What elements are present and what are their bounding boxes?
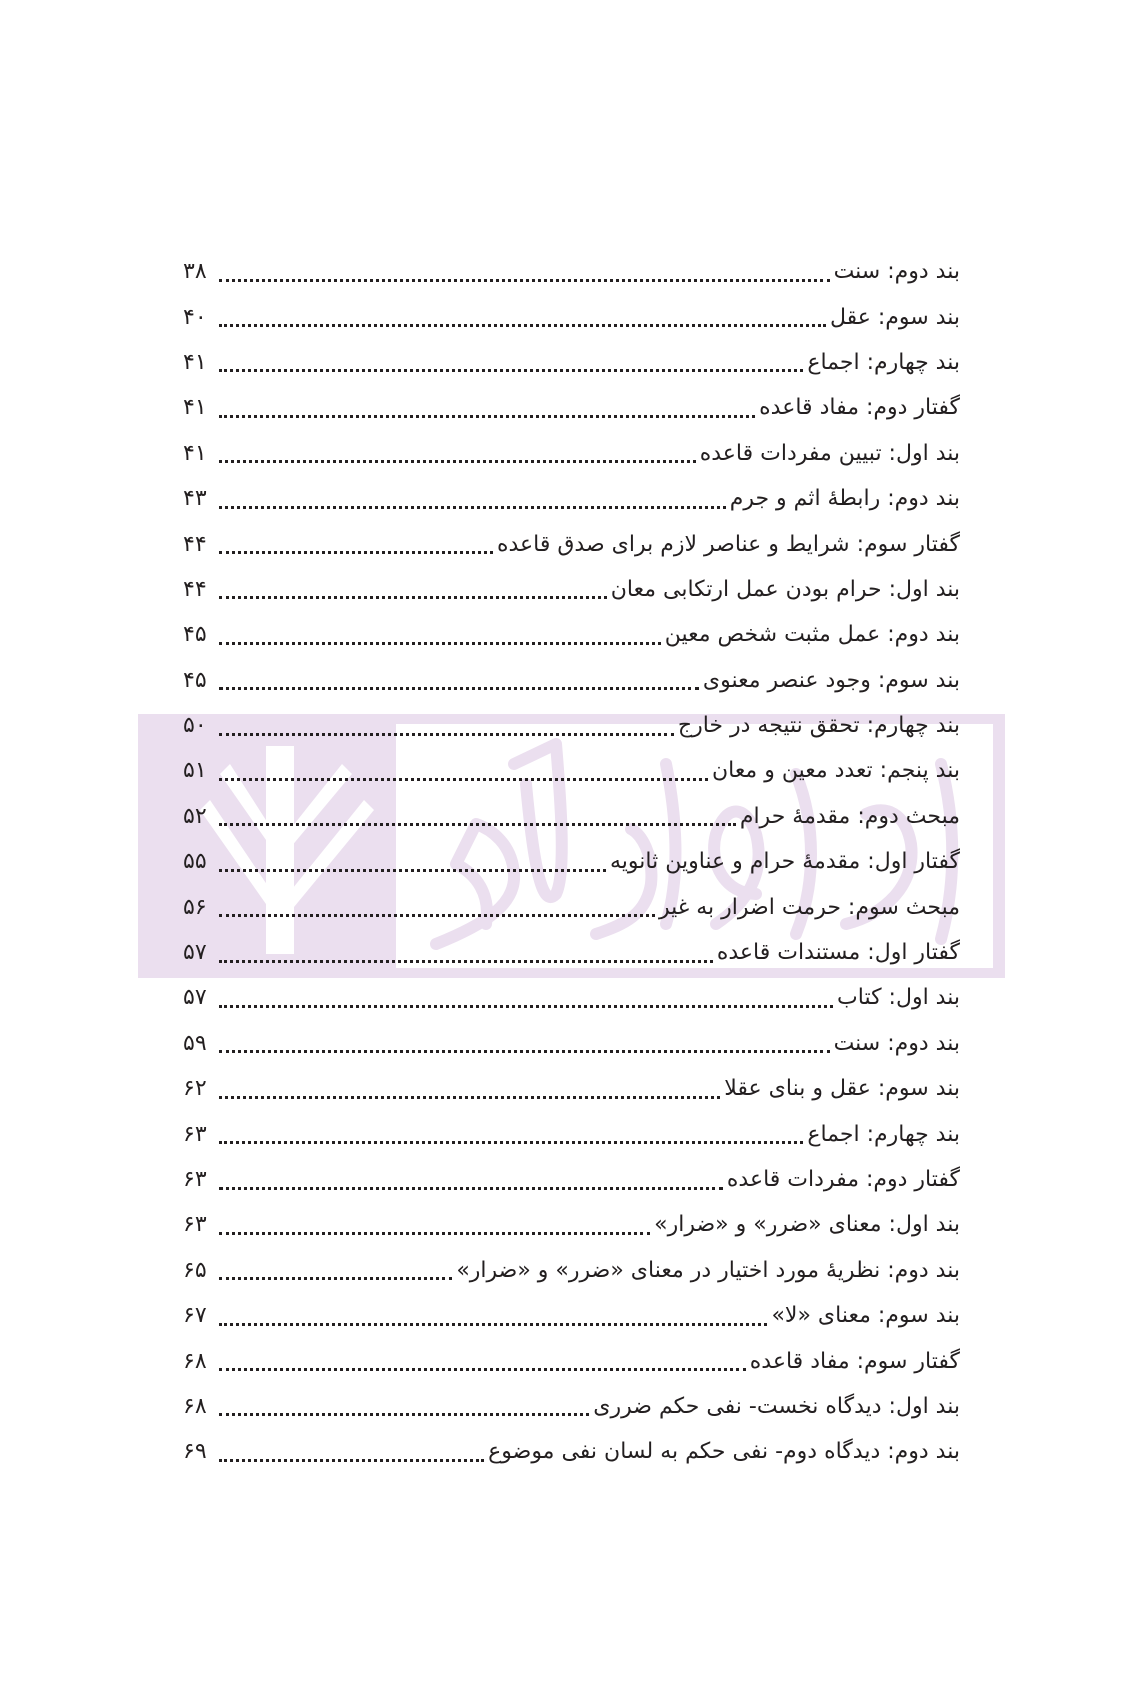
toc-entry-page: ۶۹	[183, 1439, 207, 1465]
toc-entry-page: ۵۵	[183, 849, 207, 875]
toc-entry-page: ۶۸	[183, 1348, 207, 1374]
toc-entry[interactable]	[183, 1293, 960, 1338]
toc-entry-page: ۴۳	[183, 486, 207, 512]
dot-leader	[219, 1004, 833, 1008]
toc-entry-title: گفتار سوم: مفاد قاعده	[749, 1348, 960, 1374]
toc-entry-title: بند دوم: دیدگاه دوم- نفی حکم به لسان نفی موضوع	[488, 1439, 960, 1465]
toc-entry[interactable]	[183, 1066, 960, 1111]
toc-entry[interactable]	[183, 884, 960, 929]
table-of-contents	[183, 249, 960, 1475]
toc-entry-page: ۶۵	[183, 1257, 207, 1283]
toc-entry-title: بند سوم: عقل و بنای عقلا	[724, 1076, 960, 1102]
toc-entry-title: بند اول: حرام بودن عمل ارتکابی معان	[610, 576, 960, 602]
toc-entry[interactable]	[183, 385, 960, 430]
dot-leader	[219, 1049, 830, 1053]
toc-entry-page: ۶۲	[183, 1076, 207, 1102]
toc-entry-title: بند دوم: عمل مثبت شخص معین	[664, 622, 960, 648]
toc-entry[interactable]	[183, 794, 960, 839]
toc-entry-page: ۵۷	[183, 985, 207, 1011]
toc-entry[interactable]	[183, 1111, 960, 1156]
toc-entry-page: ۴۱	[183, 349, 207, 375]
dot-leader	[219, 913, 655, 917]
dot-leader	[219, 641, 661, 645]
toc-entry-page: ۴۵	[183, 622, 207, 648]
dot-leader	[219, 732, 674, 736]
toc-entry[interactable]	[183, 1202, 960, 1247]
toc-entry-title: بند سوم: عقل	[829, 304, 960, 330]
dot-leader	[219, 777, 708, 781]
dot-leader	[219, 1412, 589, 1416]
toc-entry-title: گفتار دوم: مفاد قاعده	[759, 395, 960, 421]
toc-entry-page: ۶۳	[183, 1121, 207, 1147]
dot-leader	[219, 1186, 723, 1190]
toc-entry-title: بند چهارم: اجماع	[807, 1121, 960, 1147]
dot-leader	[219, 368, 803, 372]
dot-leader	[219, 1140, 803, 1144]
toc-entry[interactable]	[183, 975, 960, 1020]
toc-entry[interactable]	[183, 748, 960, 793]
dot-leader	[219, 595, 607, 599]
dot-leader	[219, 1231, 650, 1235]
toc-entry[interactable]	[183, 431, 960, 476]
toc-entry-title: بند دوم: سنت	[833, 1030, 960, 1056]
toc-entry-page: ۶۳	[183, 1212, 207, 1238]
toc-entry-title: بند سوم: معنای «لا»	[771, 1303, 960, 1329]
toc-entry[interactable]	[183, 658, 960, 703]
dot-leader	[219, 323, 826, 327]
dot-leader	[219, 1458, 484, 1462]
dot-leader	[219, 868, 606, 872]
toc-entry-title: گفتار دوم: مفردات قاعده	[726, 1167, 960, 1192]
toc-entry-title: بند اول: معنای «ضرر» و «ضرار»	[654, 1212, 960, 1238]
toc-entry[interactable]	[183, 1338, 960, 1383]
toc-entry[interactable]	[183, 476, 960, 521]
dot-leader	[219, 278, 830, 282]
toc-entry-page: ۵۶	[183, 894, 207, 920]
toc-entry-title: بند چهارم: تحقق نتیجه در خارج	[677, 713, 960, 739]
toc-entry-title: بند دوم: نظریۀ مورد اختیار در معنای «ضرر» و «ضرار»	[456, 1257, 960, 1283]
dot-leader	[219, 550, 493, 554]
toc-entry-page: ۴۴	[183, 576, 207, 602]
toc-entry-title: بند اول: تبیین مفردات قاعده	[699, 440, 960, 466]
toc-entry-page: ۵۰	[183, 713, 207, 739]
toc-entry-page: ۴۱	[183, 395, 207, 421]
toc-entry-page: ۴۴	[183, 531, 207, 557]
toc-entry[interactable]	[183, 930, 960, 975]
toc-entry-page: ۴۰	[183, 304, 207, 330]
dot-leader	[219, 459, 696, 463]
dot-leader	[219, 1276, 452, 1280]
dot-leader	[219, 1095, 720, 1099]
dot-leader	[219, 822, 736, 826]
toc-entry-page: ۵۲	[183, 803, 207, 829]
dot-leader	[219, 414, 755, 418]
toc-entry-title: بند اول: دیدگاه نخست- نفی حکم ضرری	[593, 1393, 960, 1419]
toc-entry-page: ۳۸	[183, 259, 207, 285]
toc-entry-page: ۶۷	[183, 1303, 207, 1329]
dot-leader	[219, 686, 699, 690]
toc-entry-page: ۵۱	[183, 758, 207, 784]
toc-entry[interactable]	[183, 703, 960, 748]
toc-entry[interactable]	[183, 1248, 960, 1293]
dot-leader	[219, 505, 726, 509]
toc-entry[interactable]	[183, 612, 960, 657]
toc-entry-page: ۴۱	[183, 440, 207, 466]
toc-entry-title: بند پنجم: تعدد معین و معان	[711, 758, 960, 784]
toc-entry[interactable]	[183, 1384, 960, 1429]
toc-entry-title: بند سوم: وجود عنصر معنوی	[702, 667, 960, 693]
toc-entry[interactable]	[183, 294, 960, 339]
toc-entry-title: مبحث سوم: حرمت اضرار به غیر	[658, 894, 960, 920]
toc-entry[interactable]	[183, 1157, 960, 1202]
toc-entry-title: مبحث دوم: مقدمۀ حرام	[739, 803, 960, 829]
toc-entry-title: بند چهارم: اجماع	[807, 349, 960, 375]
toc-entry[interactable]	[183, 340, 960, 385]
toc-entry-page: ۵۷	[183, 940, 207, 966]
toc-entry-page: ۶۳	[183, 1167, 207, 1192]
toc-entry-title: بند دوم: رابطۀ اثم و جرم	[729, 486, 960, 512]
toc-entry[interactable]	[183, 567, 960, 612]
toc-entry[interactable]	[183, 839, 960, 884]
toc-entry-title: گفتار اول: مستندات قاعده	[716, 940, 960, 966]
toc-entry-page: ۴۵	[183, 667, 207, 693]
toc-entry-title: گفتار سوم: شرایط و عناصر لازم برای صدق قاعده	[496, 531, 960, 557]
toc-entry-page: ۵۹	[183, 1030, 207, 1056]
toc-entry[interactable]	[183, 249, 960, 294]
toc-entry-title: گفتار اول: مقدمۀ حرام و عناوین ثانویه	[610, 849, 960, 875]
toc-entry[interactable]	[183, 521, 960, 566]
toc-entry-page: ۶۸	[183, 1393, 207, 1419]
toc-entry-title: بند اول: کتاب	[837, 985, 960, 1011]
dot-leader	[219, 1322, 767, 1326]
dot-leader	[219, 959, 713, 963]
toc-entry[interactable]	[183, 1429, 960, 1474]
toc-entry[interactable]	[183, 1021, 960, 1066]
dot-leader	[219, 1367, 746, 1371]
toc-entry-title: بند دوم: سنت	[833, 259, 960, 285]
